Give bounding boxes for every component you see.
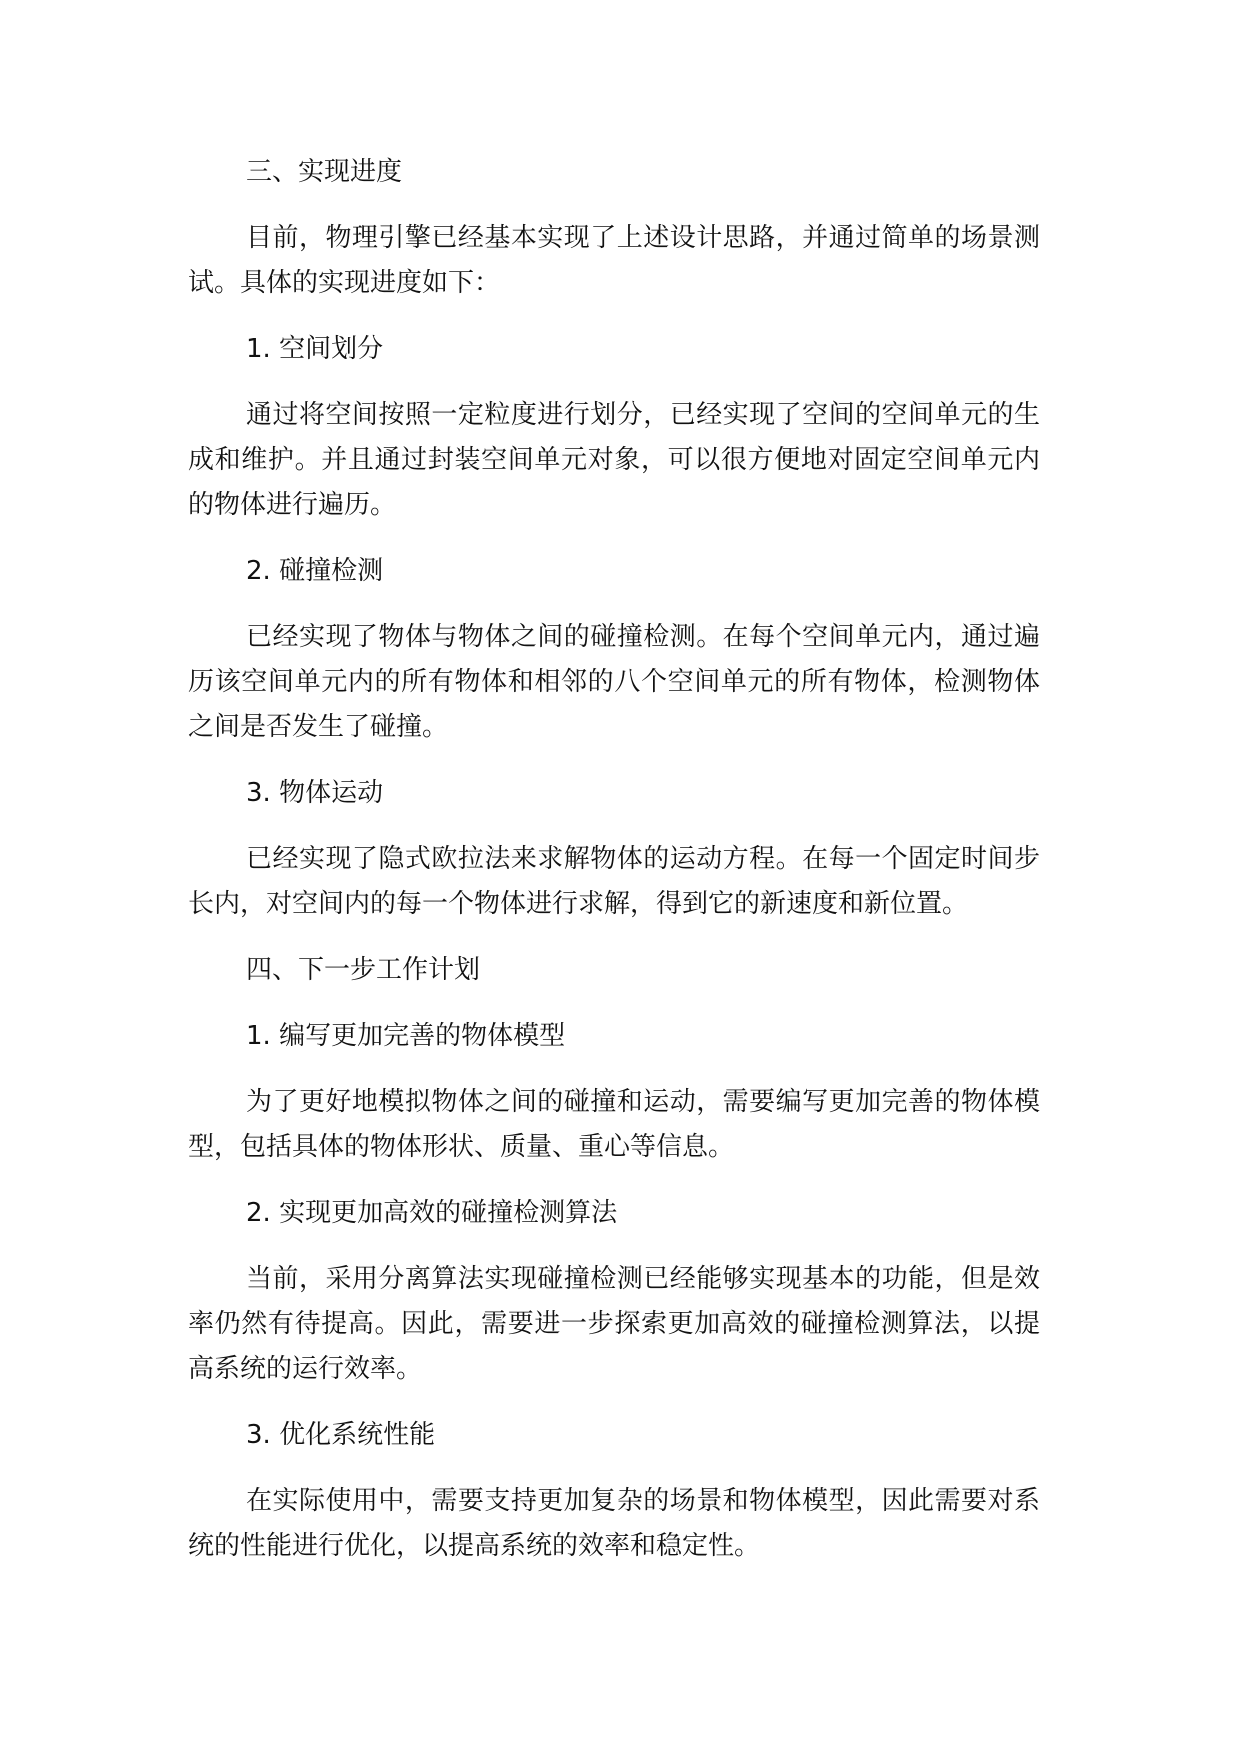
object-model-paragraph: 为了更好地模拟物体之间的碰撞和运动，需要编写更加完善的物体模型，包括具体的物体形状、质量、重心等信息。 — [188, 1087, 1040, 1162]
subheading-object-motion: 3. 物体运动 — [246, 778, 384, 808]
subheading-space-partition: 1. 空间划分 — [246, 334, 384, 364]
subheading-efficient-collision: 2. 实现更加高效的碰撞检测算法 — [246, 1198, 618, 1228]
object-motion-paragraph: 已经实现了隐式欧拉法来求解物体的运动方程。在每一个固定时间步长内，对空间内的每一个物体进行求解，得到它的新速度和新位置。 — [188, 844, 1040, 919]
collision-detection-paragraph: 已经实现了物体与物体之间的碰撞检测。在每个空间单元内，通过遍历该空间单元内的所有物体和相邻的八个空间单元的所有物体，检测物体之间是否发生了碰撞。 — [188, 622, 1040, 742]
efficient-collision-paragraph: 当前，采用分离算法实现碰撞检测已经能够实现基本的功能，但是效率仍然有待提高。因此，需要进一步探索更加高效的碰撞检测算法，以提高系统的运行效率。 — [188, 1264, 1040, 1384]
section-heading-next-plan: 四、下一步工作计划 — [246, 955, 481, 985]
document-body — [188, 150, 1040, 1569]
optimize-performance-paragraph: 在实际使用中，需要支持更加复杂的场景和物体模型，因此需要对系统的性能进行优化，以提高系统的效率和稳定性。 — [188, 1486, 1040, 1561]
progress-intro-paragraph: 目前，物理引擎已经基本实现了上述设计思路，并通过简单的场景测试。具体的实现进度如下： — [188, 223, 1040, 298]
section-heading-progress: 三、实现进度 — [246, 157, 403, 187]
subheading-collision-detection: 2. 碰撞检测 — [246, 556, 384, 586]
space-partition-paragraph: 通过将空间按照一定粒度进行划分，已经实现了空间的空间单元的生成和维护。并且通过封装空间单元对象，可以很方便地对固定空间单元内的物体进行遍历。 — [188, 400, 1040, 520]
subheading-object-model: 1. 编写更加完善的物体模型 — [246, 1021, 566, 1051]
subheading-optimize-performance: 3. 优化系统性能 — [246, 1420, 436, 1450]
